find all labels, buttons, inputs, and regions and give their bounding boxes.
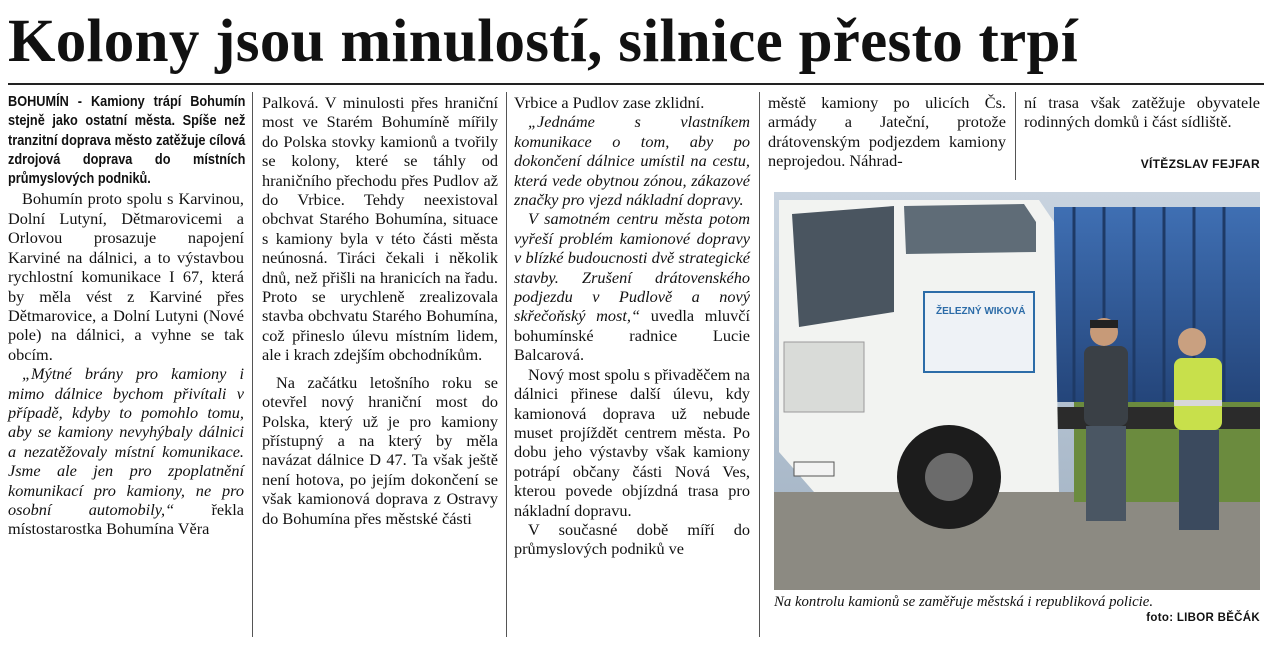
news-photo bbox=[774, 192, 1260, 590]
paragraph bbox=[514, 209, 750, 364]
column-divider bbox=[1015, 92, 1016, 180]
column-divider bbox=[759, 92, 760, 637]
column-divider bbox=[252, 92, 253, 637]
column-5 bbox=[1024, 93, 1260, 132]
column-2 bbox=[262, 93, 498, 528]
photo-credit: foto: LIBOR BĚČÁK bbox=[1146, 612, 1260, 624]
paragraph: Bohumín proto spolu s Karvinou, Dolní Lutyní, Dětmarovicemi a Orlovou prosazuje napojení Karviné na dálnici, a to výstavbou rychlostní komunikace I 67, která by měla vést z Karviné přes Dětmarovice, a Dolní Lutyni (Nové pole) na dálnici, a vyhne se tak obcím. bbox=[8, 189, 244, 364]
column-3 bbox=[514, 93, 750, 559]
column-divider bbox=[506, 92, 507, 637]
paragraph: Nový most spolu s přivaděčem na dálnici přinese další úlevu, kdy kamionová doprava už nebude muset projíždět centrem města. Po dobu jeho výstavby však kamiony potrápí občany části Nová Ves, kterou povede objízdná trasa pro nákladní dopravu. bbox=[514, 364, 750, 520]
paragraph: městě kamiony po ulicích Čs. armády a Jateční, protože drátovenským podjezdem kamiony neprojedou. Náhrad- bbox=[768, 93, 1006, 171]
paragraph: ní trasa však zatěžuje obyvatele rodinných domků i část sídliště. bbox=[1024, 93, 1260, 132]
lead-paragraph bbox=[8, 93, 245, 189]
paragraph: Vrbice a Pudlov zase zklidní. bbox=[514, 93, 705, 112]
headline: Kolony jsou minulostí, silnice přesto trpí bbox=[8, 8, 1079, 75]
lead-text: - Kamiony trápí Bohumín stejně jako ostatní města. Spíše než tranzitní doprava město zatěžuje cílová zdrojová doprava do místních průmyslových podniků. bbox=[8, 94, 246, 188]
quote: „Jednáme s vlastníkem komunikace o tom, aby po dokončení dálnice umístil na cestu, která vede obytnou zónou, zákazové značky pro vjezd nákladní dopravy. bbox=[514, 112, 750, 210]
column-4 bbox=[768, 93, 1006, 171]
truck-police-illustration bbox=[774, 192, 1260, 590]
headline-rule bbox=[8, 83, 1264, 85]
quote-attribution: uvedla mluvčí bohumínské radnice Lucie Balcarová. bbox=[514, 306, 750, 365]
paragraph: V současné době míří do průmyslových podniků ve bbox=[514, 519, 750, 559]
paragraph: Palková. V minulosti přes hraniční most ve Starém Bohumíně mířily do Polska stovky kamionů a tvořily se kolony, které se táhly od hraničního přechodu přes Pudlov až do Vrbice. Tehdy neexistoval obchvat Starého Bohumína, situace s kamiony byla v této části města neúnosná. Tiráci čekali i několik dnů, než přišli na hranicích na řadu. Proto se urychleně zrealizovala stavba obchvatu Starého Bohumína, což přineslo úlevu místním lidem, ale i krach zdejším obchodníkům. bbox=[262, 93, 498, 365]
column-1 bbox=[8, 93, 244, 539]
paragraph: Na začátku letošního roku se otevřel nový hraniční most do Polska, který už je pro kamiony přístupný a na který by měla navázat dálnice D 47. Ta však ještě není hotova, po jejím dokončení se však kamionová doprava z Ostravy do Bohumína přes městské části bbox=[262, 372, 498, 528]
paragraph bbox=[8, 364, 244, 539]
quote: „Mýtné brány pro kamiony i mimo dálnice bychom přivítali v případě, kdyby to pomohlo tomu, aby se kamiony nevyhýbaly dálnici a nezatěžovaly místní komunikace. Jsme ale jen pro zpoplatnění komunikací pro kamiony, ne pro osobní automobily,“ bbox=[8, 364, 244, 519]
truck-logo-text: ŽELEZNÝ WIKOVÁ bbox=[936, 306, 1026, 317]
photo-caption: Na kontrolu kamionů se zaměřuje městská i republiková policie. bbox=[774, 594, 1154, 610]
quote-attribution: řekla místostarostka Bohumína Věra bbox=[8, 499, 244, 539]
dateline: BOHUMÍN bbox=[8, 94, 69, 110]
author-byline: VÍTĚZSLAV FEJFAR bbox=[1140, 157, 1260, 171]
quote: V samotném centru města potom vyřeší problém kamionové dopravy v blízké budoucnosti dvě strategické stavby. Zrušení drátovenského podjezdu v Pudlově a nový skřečoňský most,“ bbox=[514, 209, 750, 326]
